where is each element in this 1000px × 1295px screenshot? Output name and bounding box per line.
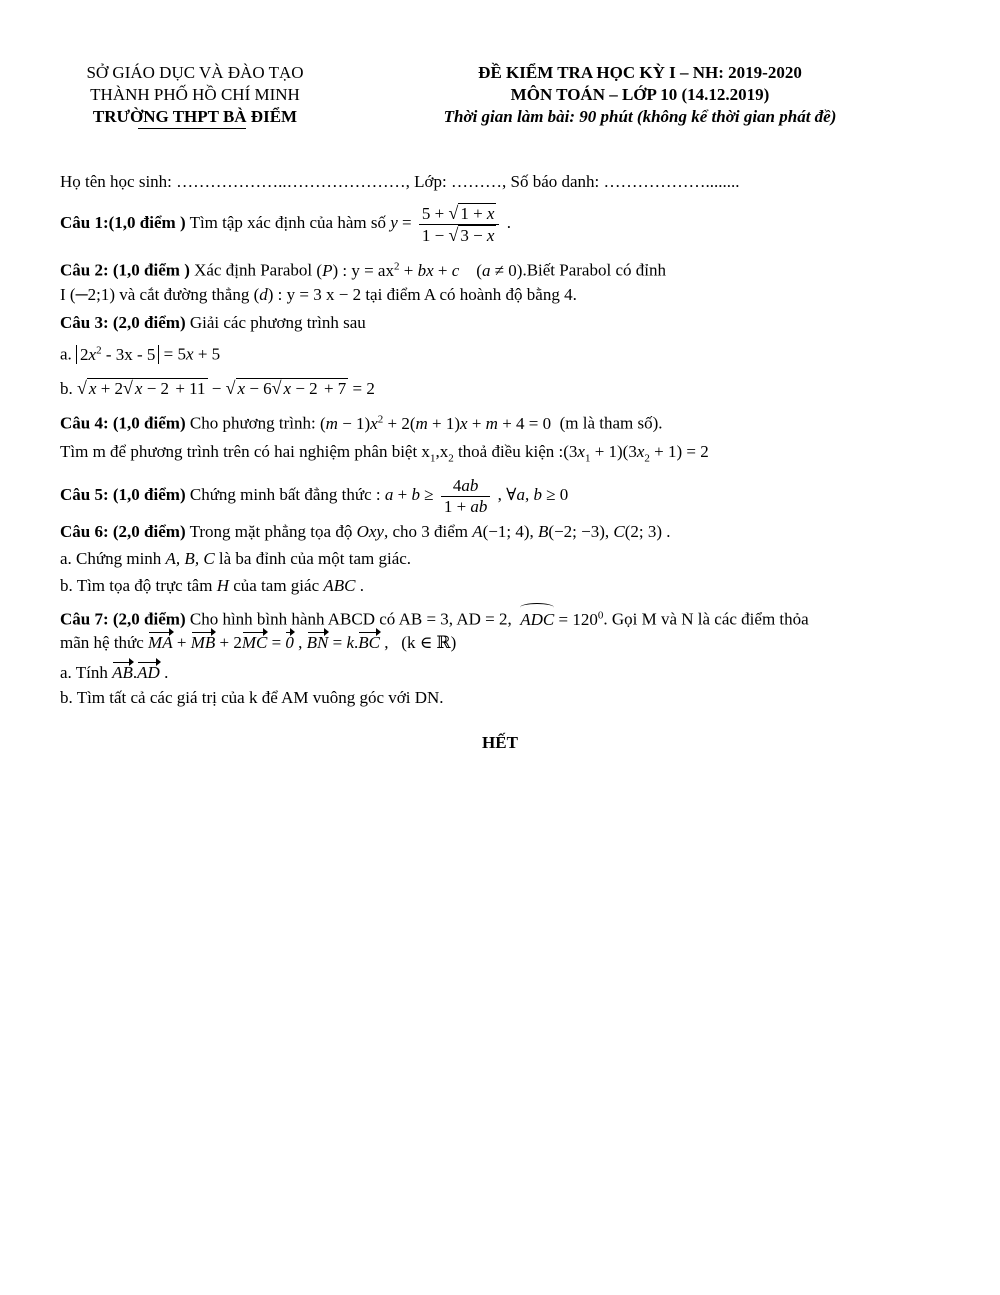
question-4-condition-text: Tìm m để phương trình trên có hai nghiệm phân biệt x <box>60 442 430 461</box>
question-1-formula: y = $\frac{5 + √ 1 + x}{1 - √ 3 - x}$ . <box>390 202 511 245</box>
question-2-vertex: I (─2;1) và cắt đường thẳng <box>60 285 250 304</box>
question-7-angle: ADC = $120^0$ <box>520 609 604 629</box>
question-3-label: Câu 3: (2,0 điểm) <box>60 313 186 332</box>
question-3b-label: b. <box>60 379 73 398</box>
header-underline <box>138 128 246 129</box>
question-7a <box>60 663 168 683</box>
question-7a-label: a. Tính <box>60 663 108 682</box>
question-7a-formula: AB.AD . <box>112 663 169 682</box>
question-6-text2: , cho 3 điểm <box>383 522 468 541</box>
question-7-line2 <box>60 633 456 653</box>
question-2 <box>60 256 666 281</box>
question-4-condition: $(3x_1 + 1)(3x_2 + 1) = 2$ <box>563 442 709 465</box>
question-1 <box>60 201 511 245</box>
question-6a-label: a. Chứng minh <box>60 549 162 568</box>
question-4-label: Câu 4: (1,0 điểm) <box>60 413 186 433</box>
question-3b <box>60 378 375 399</box>
question-3b-formula: √ x + 2√ x − 2 + 11 − √ x − 6√ x − 2 + 7 = 2 <box>77 378 375 398</box>
question-4-condition-label: thoả điều kiện : <box>457 442 564 461</box>
question-3a-label: a. <box>60 344 72 364</box>
question-6b-label: b. Tìm tọa độ trực tâm <box>60 576 213 595</box>
question-3 <box>60 313 366 333</box>
end-marker: HẾT <box>482 733 518 752</box>
question-7b: b. Tìm tất cả các giá trị của k để AM vuông góc với DN. <box>60 688 444 707</box>
question-4-param: (m là tham số). <box>559 413 663 433</box>
header-right <box>380 62 900 128</box>
question-4 <box>60 409 663 434</box>
question-6-text: Trong mặt phẳng tọa độ <box>189 522 353 541</box>
question-6b-abc: ABC <box>323 576 356 595</box>
question-6-label: Câu 6: (2,0 điểm) <box>60 522 186 541</box>
question-2-text: Xác định Parabol <box>194 260 313 280</box>
question-5 <box>60 473 568 517</box>
question-2-line-eq: (d) : y = 3 x − 2 <box>253 285 362 304</box>
question-6-oxy: Oxy <box>356 522 384 541</box>
header-left <box>60 62 330 128</box>
question-2-label: Câu 2: (1,0 điểm ) <box>60 260 190 280</box>
question-4-text: Cho phương trình: <box>189 413 316 433</box>
question-5-inequality: a + b ≥ $\frac{4ab}{1 + ab}$ , ∀a, b ≥ 0 <box>384 475 569 516</box>
question-6a <box>60 549 411 569</box>
question-3a <box>60 340 220 365</box>
question-5-text: Chứng minh bất đẳng thức : <box>189 485 381 504</box>
exam-time: Thời gian làm bài: 90 phút (không kể thời gian phát đề) <box>443 107 837 126</box>
question-3a-formula: $2x^2 - 3x - 5 = 5x + 5$ <box>76 345 220 364</box>
question-1-label: Câu 1:(1,0 điểm ) <box>60 213 186 232</box>
student-info-line: Họ tên học sinh: ………………..…………………, Lớp: ………, Số báo danh: ………………........ <box>60 172 740 191</box>
question-3-text: Giải các phương trình sau <box>189 313 366 332</box>
question-6 <box>60 522 671 542</box>
question-7-relation-label: mãn hệ thức <box>60 633 144 652</box>
department-name: SỞ GIÁO DỤC VÀ ĐÀO TẠO <box>86 63 304 82</box>
question-6b: b. Tìm tọa độ trực tâm H của tam giác ABC . <box>60 576 364 595</box>
question-6b-text: của tam giác <box>233 576 320 595</box>
question-7-label: Câu 7: (2,0 điểm) <box>60 609 186 629</box>
question-6-points: A(−1; 4), B(−2; −3), C(2; 3) . <box>472 522 671 541</box>
question-2-parabola: (P) : $y = ax^2$ + bx + c (a ≠ 0) <box>316 260 523 280</box>
question-4-equation: $(m - 1)x^2 + 2(m + 1)x + m + 4 = 0$ <box>319 413 552 433</box>
school-name: TRƯỜNG THPT BÀ ĐIỂM <box>92 107 298 126</box>
question-7-text2: . Gọi M và N là các điểm thỏa <box>603 609 809 629</box>
question-5-label: Câu 5: (1,0 điểm) <box>60 485 186 504</box>
question-2-cond: .Biết Parabol có đỉnh <box>522 260 666 280</box>
question-6a-points: A, B, C <box>165 549 215 568</box>
question-7 <box>60 605 809 630</box>
question-1-text: Tìm tập xác định của hàm số <box>189 213 386 232</box>
question-4-line2: Tìm m để phương trình trên có hai nghiệm phân biệt $x_1,x_2$ thoả điều kiện $:(3x_1 + 1)(3x_2 + 1) = 2$ <box>60 442 709 465</box>
exam-subject: MÔN TOÁN – LỚP 10 (14.12.2019) <box>510 85 770 104</box>
exam-title: ĐỀ KIỂM TRA HỌC KỲ I – NH: 2019-2020 <box>478 63 802 82</box>
question-6b-h: H <box>216 576 229 595</box>
question-6a-text: là ba đỉnh của một tam giác. <box>218 549 412 568</box>
question-7-text: Cho hình bình hành ABCD có AB = 3, AD = 2, <box>189 609 512 629</box>
question-2-condition: tại điểm A có hoành độ bằng 4. <box>365 285 577 304</box>
question-7-relation: MA + MB + 2MC = 0 , BN = k.BC , (k ∈ ℝ) <box>148 633 457 652</box>
question-2-line2 <box>60 285 577 305</box>
city-name: THÀNH PHỐ HỒ CHÍ MINH <box>90 85 300 104</box>
